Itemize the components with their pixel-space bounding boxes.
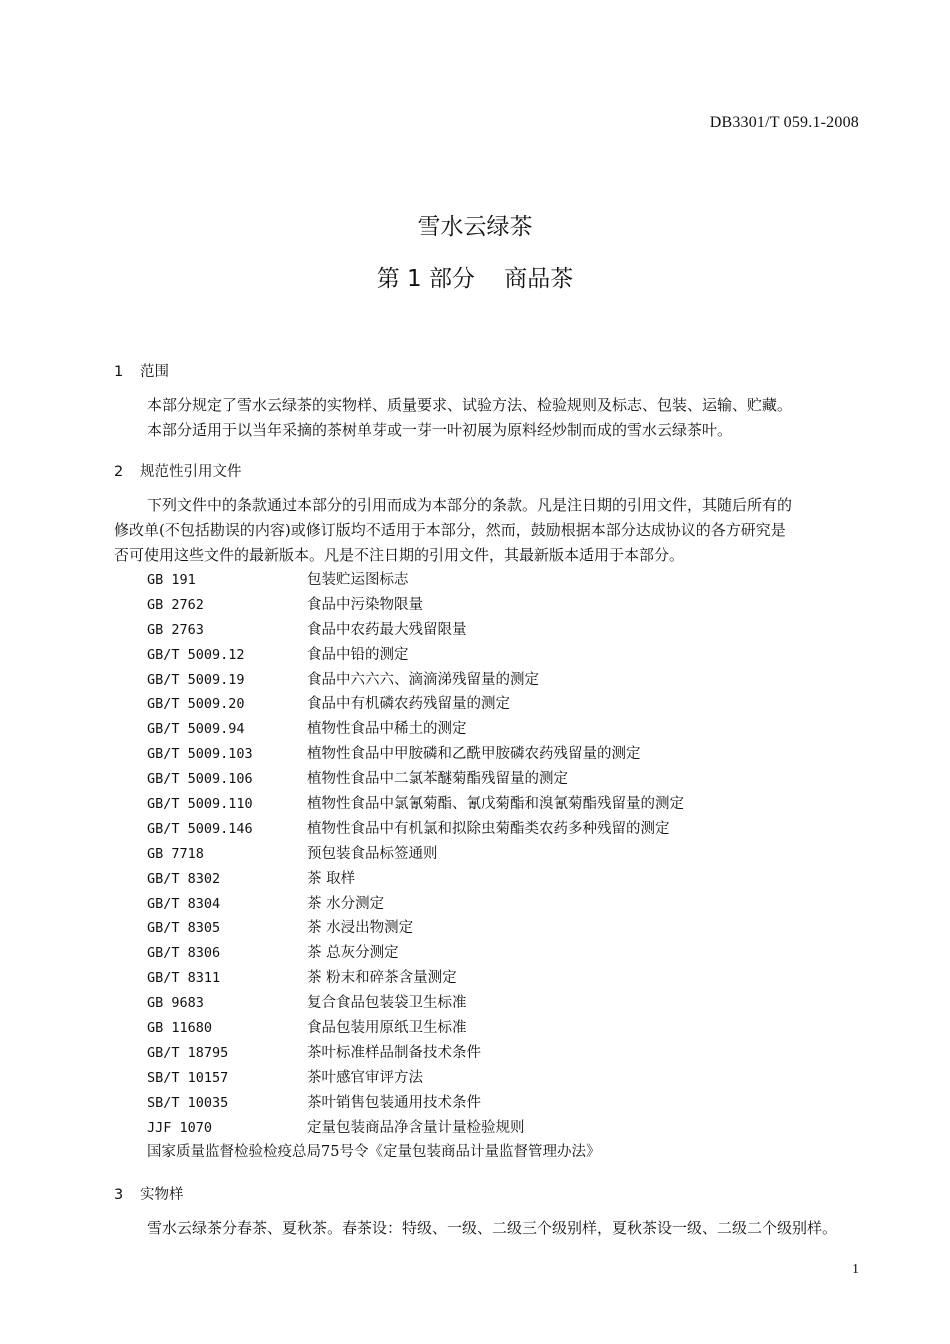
page-number: 1 (852, 1262, 859, 1277)
reference-title: 植物性食品中氯氰菊酯、氰戊菊酯和溴氰菊酯残留量的测定 (307, 796, 684, 813)
reference-code: GB 2762 (147, 596, 204, 613)
reference-title: 食品中六六六、滴滴涕残留量的测定 (307, 671, 539, 688)
reference-title: 茶 取样 (307, 870, 356, 887)
reference-code: GB/T 5009.19 (147, 671, 245, 688)
reference-item (147, 742, 887, 767)
reference-code: GB/T 5009.110 (147, 796, 253, 813)
reference-title: 植物性食品中稀土的测定 (307, 721, 467, 738)
reference-code: GB 7718 (147, 845, 204, 862)
reference-code: GB/T 8304 (147, 895, 221, 912)
reference-item (147, 991, 887, 1016)
reference-title: 预包装食品标签通则 (307, 845, 438, 862)
reference-code: GB/T 8306 (147, 945, 221, 962)
reference-title: 定量包装商品净含量计量检验规则 (307, 1119, 525, 1136)
reference-code: GB/T 8311 (147, 970, 221, 987)
reference-item (147, 1140, 887, 1165)
section-title: 实物样 (140, 1187, 184, 1203)
reference-code: GB 2763 (147, 621, 204, 638)
reference-title: 食品中铅的测定 (307, 646, 409, 663)
section-title: 范围 (140, 364, 169, 380)
reference-item (147, 767, 887, 792)
reference-title: 茶 水分测定 (307, 895, 385, 912)
reference-code: GB/T 18795 (147, 1044, 229, 1061)
reference-code: GB 11680 (147, 1020, 213, 1037)
reference-item (147, 966, 887, 991)
reference-title: 茶叶销售包装通用技术条件 (307, 1094, 481, 1111)
reference-item (147, 916, 887, 941)
document-subtitle: 第 1 部分 商品茶 (376, 266, 574, 292)
reference-item (147, 842, 887, 867)
reference-code: JJF 1070 (147, 1119, 213, 1136)
reference-item (147, 1066, 887, 1091)
section-heading-normative-references (114, 460, 242, 481)
document-code: DB3301/T 059.1-2008 (709, 114, 859, 131)
reference-title: 植物性食品中有机氯和拟除虫菊酯类农药多种残留的测定 (307, 820, 670, 837)
reference-title: 茶 粉末和碎茶含量测定 (307, 970, 457, 987)
references-intro-line-3: 否可使用这些文件的最新版本。凡是不注日期的引用文件，其最新版本适用于本部分。 (114, 546, 685, 564)
reference-title: 茶 水浸出物测定 (307, 920, 414, 937)
reference-item (147, 618, 887, 643)
reference-title: 食品中有机磷农药残留量的测定 (307, 696, 510, 713)
reference-item (147, 643, 887, 668)
reference-code: GB 191 (147, 572, 196, 588)
reference-item (147, 892, 887, 917)
reference-list (147, 568, 887, 1165)
reference-title: 食品包装用原纸卫生标准 (307, 1020, 467, 1037)
reference-code: SB/T 10157 (147, 1069, 229, 1086)
reference-title: 包装贮运图标志 (307, 572, 409, 588)
reference-code: GB/T 5009.20 (147, 696, 245, 713)
reference-title: 食品中农药最大残留限量 (307, 621, 467, 638)
reference-code: GB 9683 (147, 995, 204, 1012)
reference-code: GB/T 5009.94 (147, 721, 245, 738)
reference-item (147, 941, 887, 966)
reference-code: GB/T 8302 (147, 870, 221, 887)
reference-title: 食品中污染物限量 (307, 596, 423, 613)
reference-code: GB/T 5009.146 (147, 820, 253, 837)
section-title: 规范性引用文件 (140, 464, 242, 480)
scope-paragraph-2: 本部分适用于以当年采摘的茶树单芽或一芽一叶初展为原料经炒制而成的雪水云绿茶叶。 (147, 421, 733, 439)
reference-item (147, 717, 887, 742)
reference-item (147, 568, 887, 593)
section-heading-physical-sample (114, 1183, 184, 1204)
reference-title: 茶叶标准样品制备技术条件 (307, 1044, 481, 1061)
reference-item (147, 1041, 887, 1066)
section-number: 2 (114, 464, 124, 480)
section-number: 1 (114, 364, 124, 380)
reference-item (147, 867, 887, 892)
section-number: 3 (114, 1187, 124, 1203)
references-intro-line-2: 修改单(不包括勘误的内容)或修订版均不适用于本部分，然而，鼓励根据本部分达成协议的各方研究是 (114, 521, 786, 539)
reference-item (147, 1016, 887, 1041)
reference-item (147, 593, 887, 618)
reference-code: GB/T 5009.103 (147, 746, 253, 763)
reference-item (147, 1116, 887, 1141)
reference-title: 植物性食品中二氯苯醚菊酯残留量的测定 (307, 771, 568, 788)
scope-paragraph-1: 本部分规定了雪水云绿茶的实物样、质量要求、试验方法、检验规则及标志、包装、运输、贮藏。 (147, 396, 793, 414)
reference-code: GB/T 5009.106 (147, 771, 253, 788)
reference-title: 国家质量监督检验检疫总局75号令《定量包装商品计量监督管理办法》 (147, 1144, 601, 1161)
reference-title: 复合食品包装袋卫生标准 (307, 995, 467, 1012)
reference-title: 植物性食品中甲胺磷和乙酰甲胺磷农药残留量的测定 (307, 746, 641, 763)
reference-code: SB/T 10035 (147, 1094, 229, 1111)
reference-item (147, 792, 887, 817)
reference-item (147, 817, 887, 842)
reference-item (147, 692, 887, 717)
reference-code: GB/T 5009.12 (147, 646, 245, 663)
references-intro-line-1: 下列文件中的条款通过本部分的引用而成为本部分的条款。凡是注日期的引用文件，其随后所有的 (147, 496, 793, 514)
reference-title: 茶叶感官审评方法 (307, 1069, 423, 1086)
reference-code: GB/T 8305 (147, 920, 221, 937)
section-heading-scope (114, 360, 169, 381)
document-title: 雪水云绿茶 (417, 214, 533, 240)
physical-sample-paragraph: 雪水云绿茶分春茶、夏秋茶。春茶设：特级、一级、二级三个级别样，夏秋茶设一级、二级二个级别样。 (147, 1219, 838, 1237)
reference-title: 茶 总灰分测定 (307, 945, 399, 962)
reference-item (147, 668, 887, 693)
reference-item (147, 1091, 887, 1116)
